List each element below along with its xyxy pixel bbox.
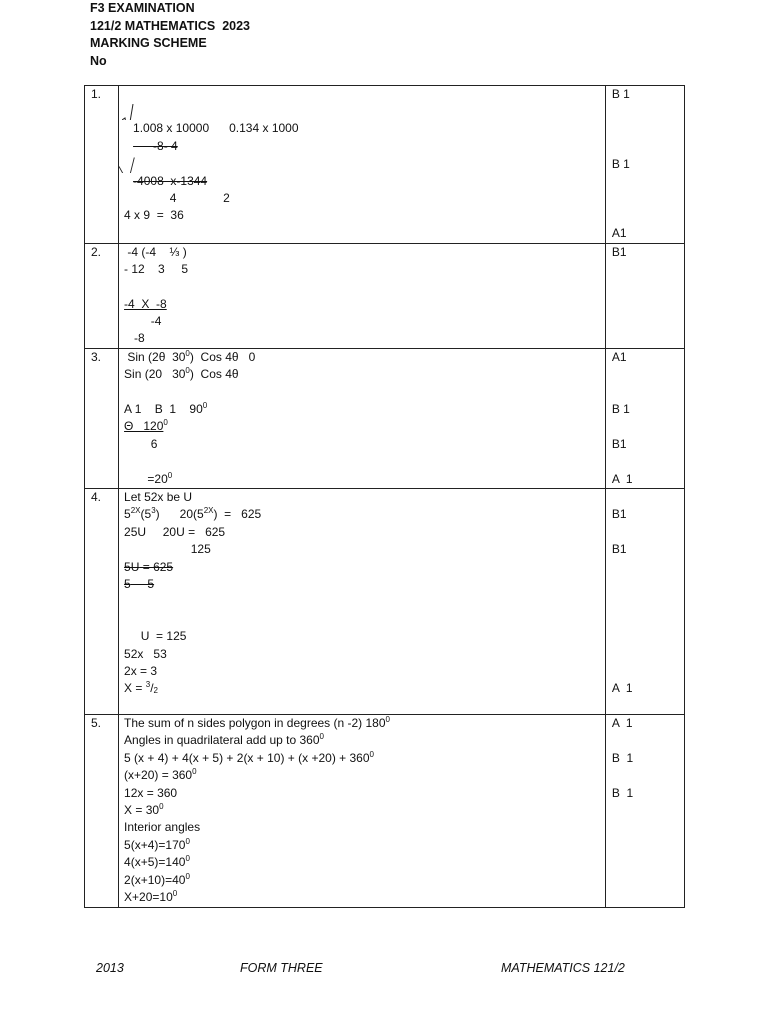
work-line: $(x+20) = 360^0$	[124, 767, 197, 783]
mark: A1	[611, 226, 627, 241]
question-number: 2.	[85, 243, 119, 348]
no-label: No	[90, 53, 107, 68]
working-cell	[119, 348, 606, 488]
mark: A 1	[611, 715, 633, 730]
working-cell	[119, 243, 606, 348]
mark: A 1	[611, 681, 633, 696]
mark: B1	[611, 507, 627, 522]
work-line: - 12 3 5	[124, 261, 189, 276]
mark: B 1	[611, 750, 634, 765]
work-line: $=20^0$	[124, 470, 173, 486]
work-line: -4 X -8	[124, 296, 167, 311]
marking-scheme-table	[84, 85, 685, 908]
mark: A 1	[611, 471, 633, 486]
work-line: $4(x+5)=140^0$	[124, 854, 190, 870]
paper-title: 121/2 MATHEMATICS 2023	[90, 18, 251, 33]
table-row-q4	[85, 488, 685, 714]
working-cell	[119, 86, 606, 244]
work-line: $2(x+10)=40^0$	[124, 871, 190, 887]
table-row-q1	[85, 86, 685, 244]
work-line: 25U 20U = 625	[124, 524, 226, 539]
question-number: 1.	[85, 86, 119, 244]
marks-cell	[605, 488, 684, 714]
work-line: $X = 30^0$	[124, 801, 164, 817]
marks-cell	[605, 714, 684, 907]
work-line: -4 (-4 ⅓ )	[124, 244, 187, 259]
work-line: Sin (2θ $30^0$) Cos 4θ 0	[124, 348, 256, 364]
question-number: 4.	[85, 488, 119, 714]
work-line	[119, 278, 605, 295]
document-header	[90, 0, 250, 70]
mark: B1	[611, 542, 627, 557]
square-root-icon	[122, 104, 134, 120]
table-row-q5	[85, 714, 685, 907]
mark: B 1	[611, 402, 630, 417]
mark: B1	[611, 244, 627, 259]
work-line: Angles in quadrilateral add up to $360^0$	[124, 732, 324, 748]
work-line: 2x = 3	[124, 663, 158, 678]
mark: B 1	[611, 156, 630, 171]
work-line: Let 52x be U	[124, 489, 193, 504]
footer-form: FORM THREE	[240, 961, 323, 975]
mark: B 1	[611, 785, 634, 800]
table-row-q2	[85, 243, 685, 348]
exam-title: F3 EXAMINATION	[90, 1, 195, 15]
marks-cell	[605, 348, 684, 488]
work-line: U = 125	[124, 629, 187, 644]
work-line: 1.008 x 10000 0.134 x 1000	[133, 121, 299, 136]
work-line: 125	[124, 542, 211, 557]
work-line: The sum of n sides polygon in degrees (n -2) $180^0$	[124, 714, 390, 730]
mark: B1	[611, 436, 627, 451]
working-cell	[119, 714, 606, 907]
work-line: 6	[124, 436, 158, 451]
work-line: Sin (20 $30^0$) Cos 4θ	[124, 366, 239, 382]
question-number: 5.	[85, 714, 119, 907]
marks-cell	[605, 86, 684, 244]
mark: A1	[611, 349, 627, 364]
work-line: $5(x+4)=170^0$	[124, 836, 190, 852]
work-line: A 1 B 1 $90^0$	[124, 401, 208, 417]
work-line: $5^{2X}(5^3)$ $20(5^{2X}) = 625$	[124, 506, 262, 522]
scheme-title: MARKING SCHEME	[90, 36, 207, 50]
work-line: 4 2	[133, 190, 230, 205]
work-line: -4	[124, 314, 162, 329]
work-line: $X = ^3/_2$	[124, 680, 158, 696]
work-line: 5 5	[124, 576, 155, 591]
work-line: Interior angles	[124, 820, 201, 835]
work-line: 5U = 625	[124, 559, 174, 574]
work-line: Θ $120^0$	[124, 418, 168, 434]
work-line: 4 x 9 = 36	[124, 208, 184, 223]
work-line: $X+20=10^0$	[124, 888, 178, 904]
work-line: 52x 53	[124, 646, 167, 661]
footer-year: 2013	[96, 961, 124, 975]
mark: B 1	[611, 87, 630, 101]
table-row-q3	[85, 348, 685, 488]
working-cell	[119, 488, 606, 714]
footer-subject: MATHEMATICS 121/2	[501, 961, 625, 975]
work-line: -8	[124, 331, 145, 346]
work-line: -8- 4	[133, 138, 178, 153]
square-root-icon	[119, 156, 137, 172]
question-number: 3.	[85, 348, 119, 488]
work-line: 5 $(x + 4) + 4(x + 5) + 2(x + 10) + (x +20) + 360^0$	[124, 749, 374, 765]
work-line: 12x = 360	[124, 785, 178, 800]
marks-cell	[605, 243, 684, 348]
work-line: -4008 x-1344	[133, 173, 208, 188]
